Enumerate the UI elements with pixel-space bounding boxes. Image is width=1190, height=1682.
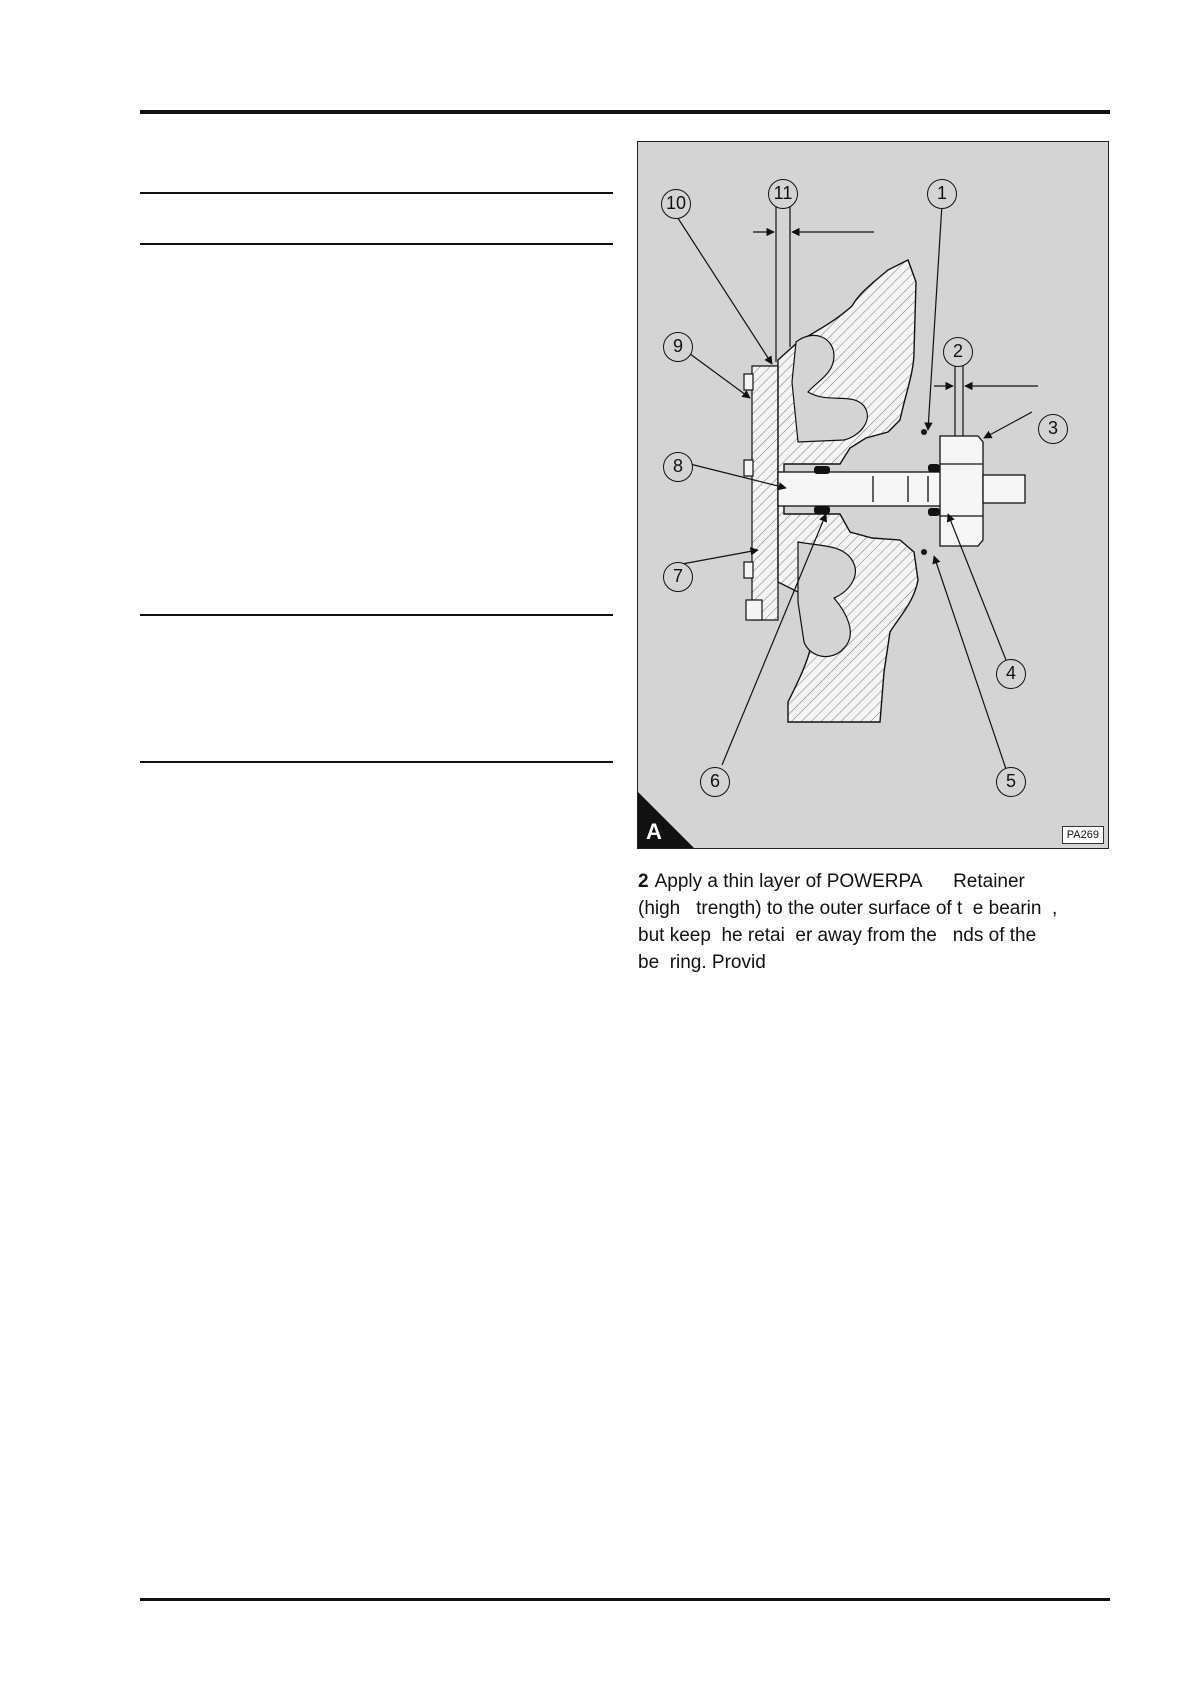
drive-shaft [778, 472, 958, 506]
callout-6: 6 [700, 767, 730, 797]
header-rule [140, 110, 1110, 114]
step-number: 2 [638, 871, 649, 892]
callout-5: 5 [996, 767, 1026, 797]
callout-7: 7 [663, 562, 693, 592]
step-2-instruction [638, 868, 1108, 976]
callout-8: 8 [663, 452, 693, 482]
step-text: Apply a thin layer of POWERPA Retainer [654, 871, 1025, 892]
left-column-rule [140, 614, 613, 616]
callout-4: 4 [996, 659, 1026, 689]
callout-9: 9 [663, 332, 693, 362]
callout-2: 2 [943, 337, 973, 367]
left-column-rule [140, 192, 613, 194]
step-line: but keep he retai er away from the nds of the [638, 925, 1037, 946]
cross-section-drawing [638, 142, 1109, 849]
figure-reference-code: PA269 [1062, 826, 1104, 844]
footer-rule [140, 1598, 1110, 1601]
pump-cross-section-figure [637, 141, 1109, 849]
callout-10: 10 [661, 189, 691, 219]
step-line: be ring. Provid [638, 952, 766, 973]
hub-nut [940, 436, 1025, 546]
callout-11: 11 [768, 179, 798, 209]
left-column-rule [140, 761, 613, 763]
cover-plate [744, 366, 778, 620]
callout-1: 1 [927, 179, 957, 209]
step-line: (high trength) to the outer surface of t e bearin , [638, 898, 1058, 919]
step-line [638, 868, 1108, 895]
dimension-2 [934, 362, 1038, 442]
left-column-rule [140, 243, 613, 245]
figure-label: A [646, 819, 662, 844]
callout-3: 3 [1038, 414, 1068, 444]
